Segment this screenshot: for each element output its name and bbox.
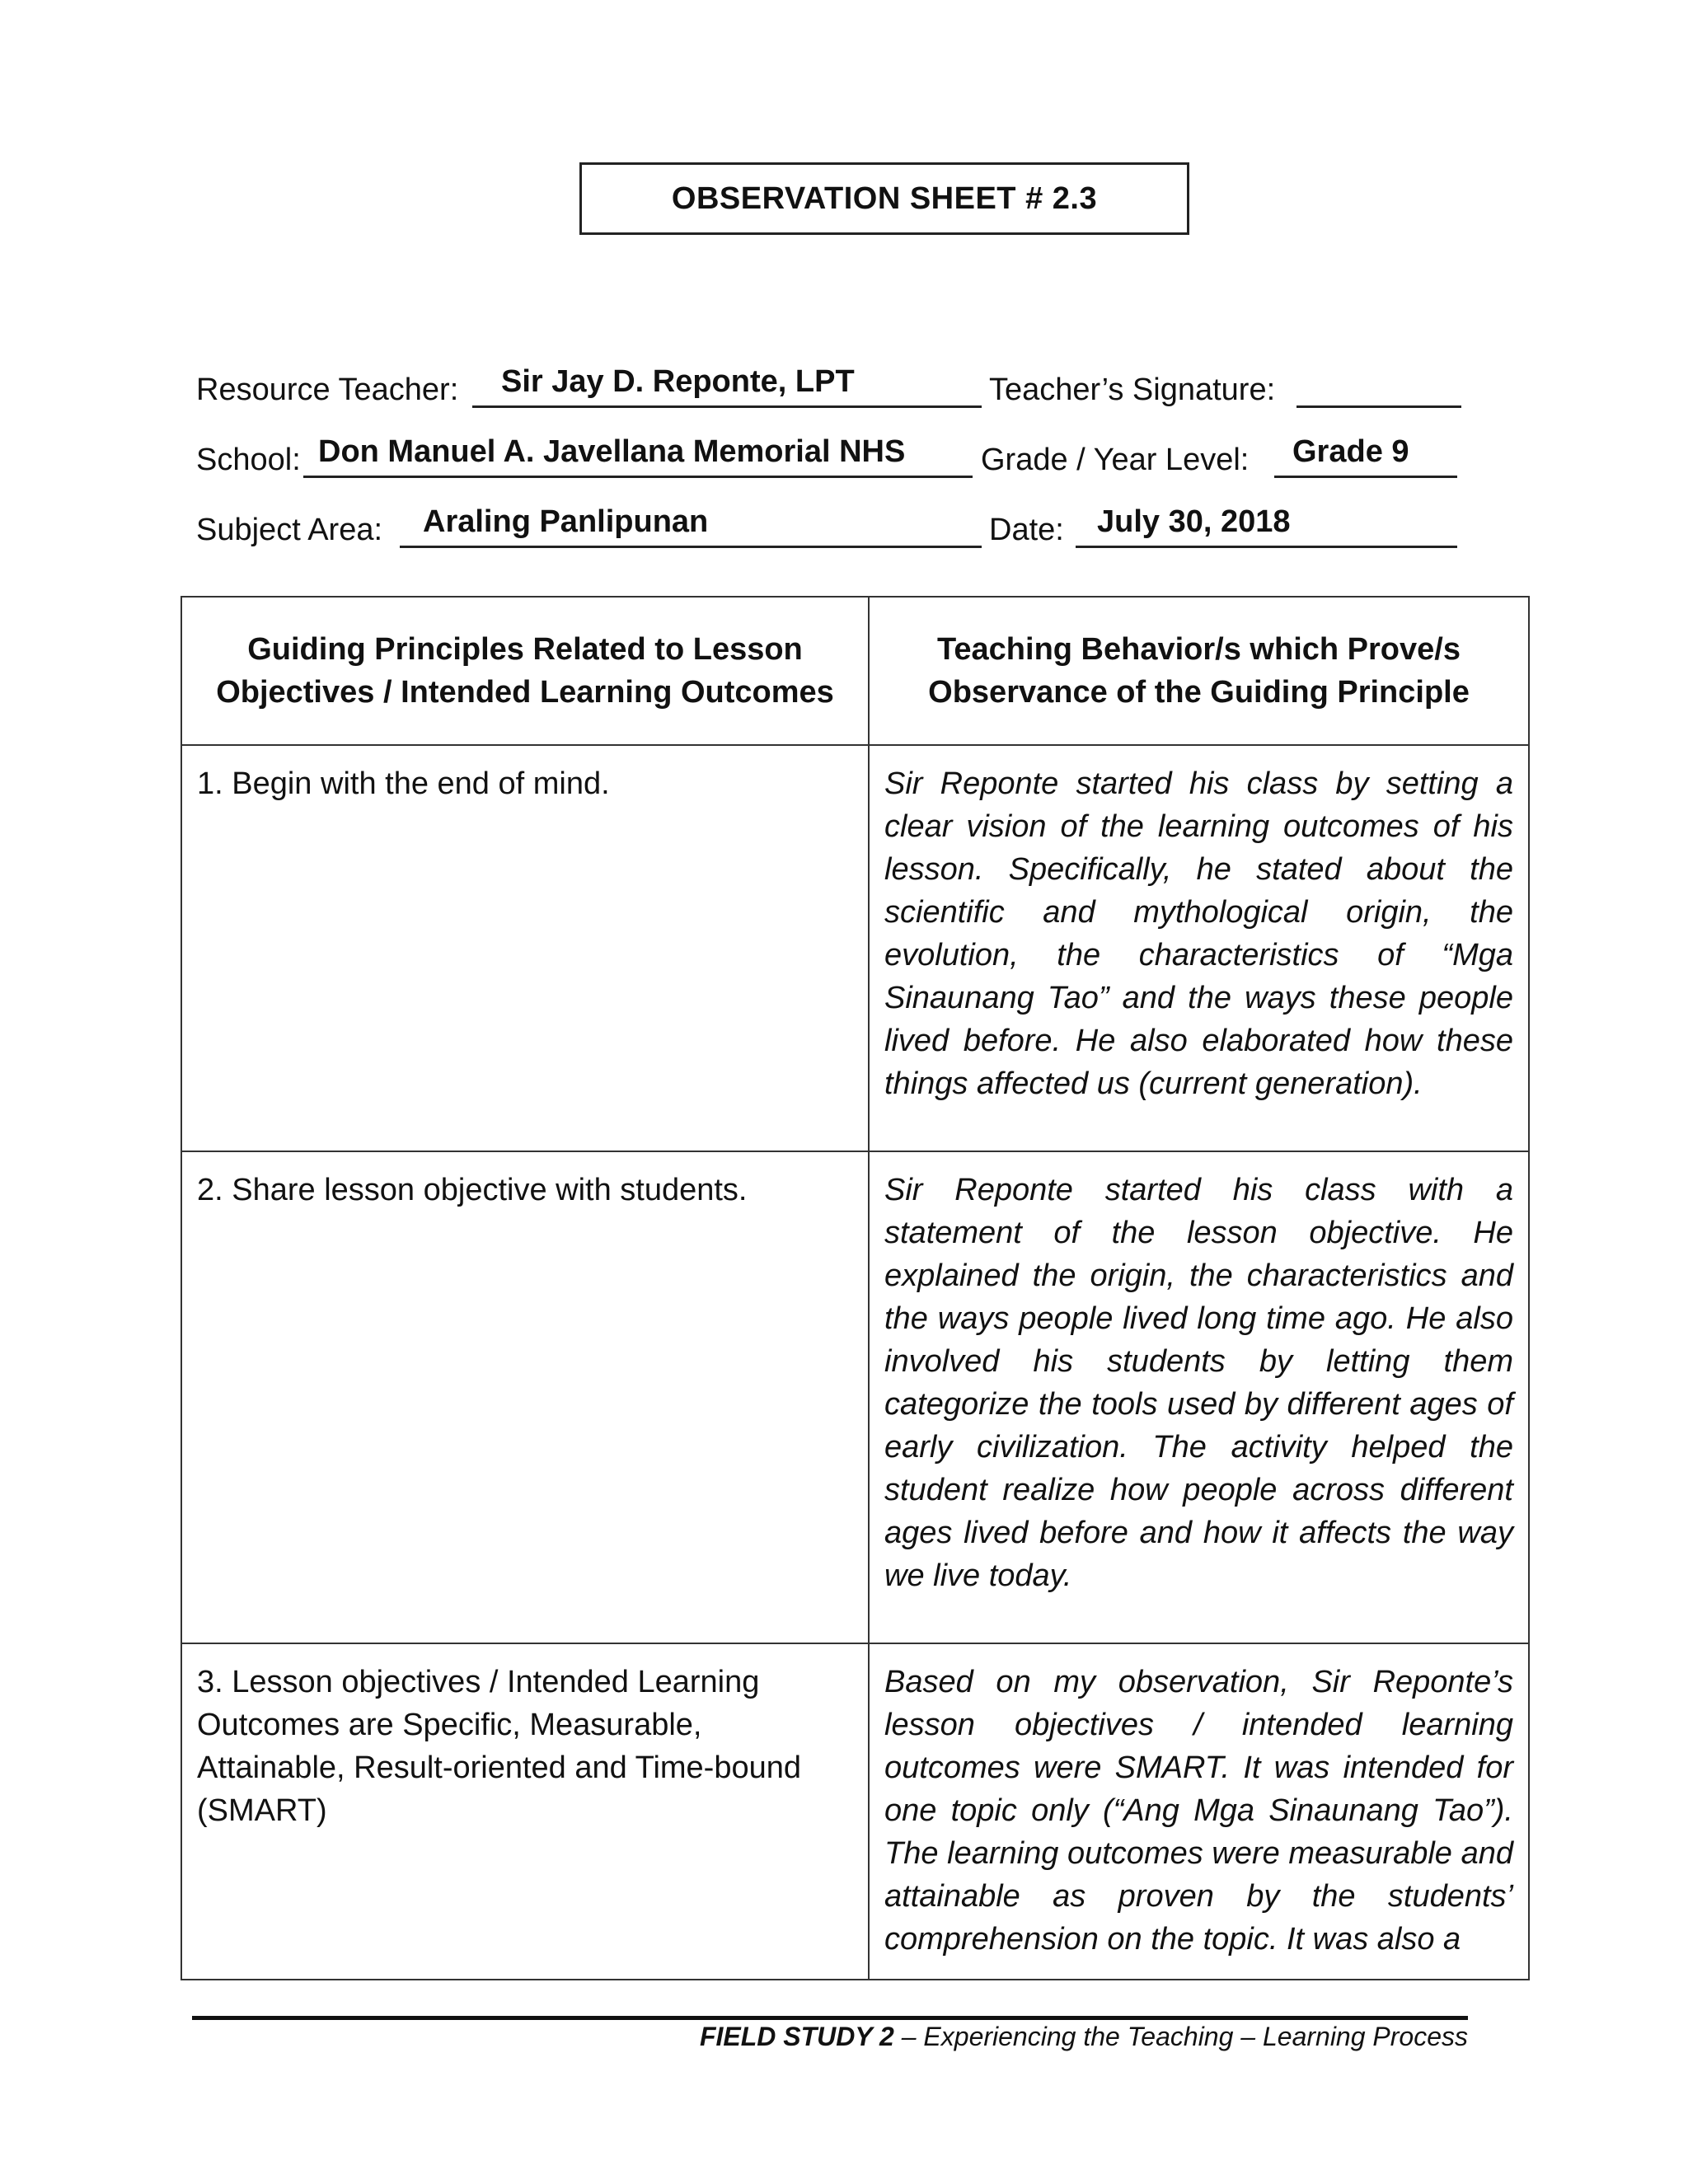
- sheet-title: OBSERVATION SHEET # 2.3: [579, 162, 1189, 235]
- subject-row: [196, 504, 1482, 548]
- header-teaching-behaviors: Teaching Behavior/s which Prove/s Observance of the Guiding Principle: [869, 597, 1529, 745]
- footer-course: FIELD STUDY 2: [699, 2022, 894, 2051]
- date-label: Date:: [989, 513, 1064, 547]
- principle-cell: 2. Share lesson objective with students.: [181, 1151, 869, 1643]
- grade-label: Grade / Year Level:: [981, 443, 1250, 477]
- principle-cell: 3. Lesson objectives / Intended Learning Outcomes are Specific, Measurable, Attainable, Result-oriented and Time-bound (SMART): [181, 1643, 869, 1980]
- header-guiding-principles: Guiding Principles Related to Lesson Objectives / Intended Learning Outcomes: [181, 597, 869, 745]
- school-value: Don Manuel A. Javellana Memorial NHS: [318, 434, 906, 469]
- behavior-cell: Sir Reponte started his class with a statement of the lesson objective. He explained the origin, the characteristics and the ways people lived long time ago. He also involved his students by letting them categorize the tools used by different ages of early civilization. The activity helped the student realize how people across different ages lived before and how it affects the way we live today.: [869, 1151, 1529, 1643]
- subject-label: Subject Area:: [196, 513, 383, 547]
- resource-teacher-row: [196, 364, 1482, 408]
- behavior-cell: Based on my observation, Sir Reponte’s lesson objectives / intended learning outcomes were SMART. It was intended for one topic only (“Ang Mga Sinaunang Tao”). The learning outcomes were measurable and attainable as proven by the students’ comprehension on the topic. It was also a: [869, 1643, 1529, 1980]
- page-footer: [700, 2022, 1468, 2052]
- date-value: July 30, 2018: [1097, 504, 1291, 539]
- table-row: [181, 1151, 1529, 1643]
- table-row: [181, 745, 1529, 1151]
- school-row: [196, 434, 1482, 478]
- table-row: [181, 1643, 1529, 1980]
- grade-value: Grade 9: [1292, 434, 1409, 469]
- resource-teacher-label: Resource Teacher:: [196, 373, 459, 407]
- behavior-cell: Sir Reponte started his class by setting a clear vision of the learning outcomes of his lesson. Specifically, he stated about the scientific and mythological origin, the evolution, the characteristics of “Mga Sinaunang Tao” and the ways these people lived before. He also elaborated how these things affected us (current generation).: [869, 745, 1529, 1151]
- school-label: School:: [196, 443, 301, 477]
- footer-subtitle: – Experiencing the Teaching – Learning Process: [893, 2022, 1468, 2051]
- principle-cell: 1. Begin with the end of mind.: [181, 745, 869, 1151]
- teacher-signature-label: Teacher’s Signature:: [989, 373, 1276, 407]
- resource-teacher-value: Sir Jay D. Reponte, LPT: [501, 364, 855, 399]
- table-header-row: [181, 597, 1529, 745]
- teacher-signature-line: [1296, 370, 1461, 408]
- subject-value: Araling Panlipunan: [423, 504, 709, 539]
- footer-rule: [192, 2016, 1468, 2020]
- observation-table: [181, 596, 1530, 1980]
